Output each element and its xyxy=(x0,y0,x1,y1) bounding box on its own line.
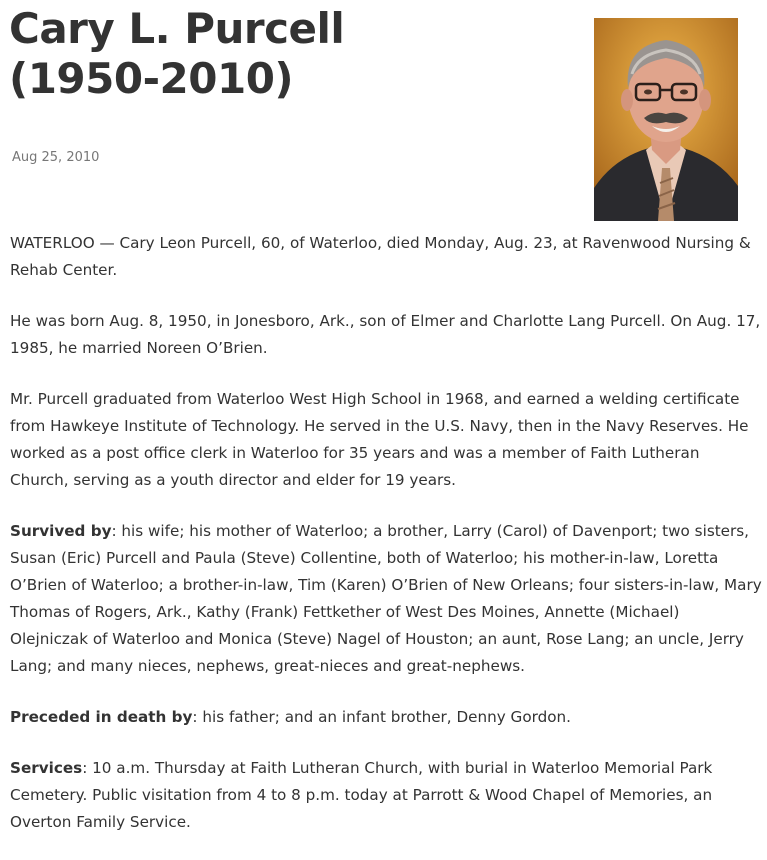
services-text: : 10 a.m. Thursday at Faith Lutheran Church, with burial in Waterloo Memorial Park Cemetery. Public visitation from 4 to 8 p.m. today at Parrott & Wood Chapel of Memories, an Overton Family Service. xyxy=(10,759,713,831)
publish-date: Aug 25, 2010 xyxy=(12,150,100,165)
title-name: Cary L. Purcell xyxy=(9,4,345,53)
preceded-by-label: Preceded in death by xyxy=(10,708,193,726)
paragraph-survived-by xyxy=(10,518,762,680)
title-years: (1950-2010) xyxy=(9,54,294,103)
portrait-photo-icon xyxy=(594,18,738,221)
obituary-title xyxy=(9,4,344,104)
paragraph-career: Mr. Purcell graduated from Waterloo West High School in 1968, and earned a welding certificate from Hawkeye Institute of Technology. He served in the U.S. Navy, then in the Navy Reserves. He worked as a post office clerk in Waterloo for 35 years and was a member of Faith Lutheran Church, serving as a youth director and elder for 19 years. xyxy=(10,390,749,489)
paragraph-preceded-by xyxy=(10,704,762,731)
paragraph-services xyxy=(10,755,762,836)
survived-by-text: : his wife; his mother of Waterloo; a brother, Larry (Carol) of Davenport; two sisters, Susan (Eric) Purcell and Paula (Steve) Collentine, both of Waterloo; his mother-in-law, Loretta O’Brien of Waterloo; a brother-in-law, Tim (Karen) O’Brien of New Orleans; four sisters-in-law, Mary Thomas of Rogers, Ark., Kathy (Frank) Fettkether of West Des Moines, Annette (Michael) Olejniczak of Waterloo and Monica (Steve) Nagel of Houston; an aunt, Rose Lang; an uncle, Jerry Lang; and many nieces, nephews, great-nieces and great-nephews. xyxy=(10,522,762,675)
portrait-photo xyxy=(594,18,738,221)
survived-by-label: Survived by xyxy=(10,522,112,540)
preceded-by-text: : his father; and an infant brother, Denny Gordon. xyxy=(192,708,571,726)
obituary-body xyxy=(10,230,762,860)
paragraph-death-notice: WATERLOO — Cary Leon Purcell, 60, of Waterloo, died Monday, Aug. 23, at Ravenwood Nursing & Rehab Center. xyxy=(10,234,751,279)
services-label: Services xyxy=(10,759,83,777)
paragraph-birth-marriage: He was born Aug. 8, 1950, in Jonesboro, Ark., son of Elmer and Charlotte Lang Purcell. On Aug. 17, 1985, he married Noreen O’Brien. xyxy=(10,312,761,357)
